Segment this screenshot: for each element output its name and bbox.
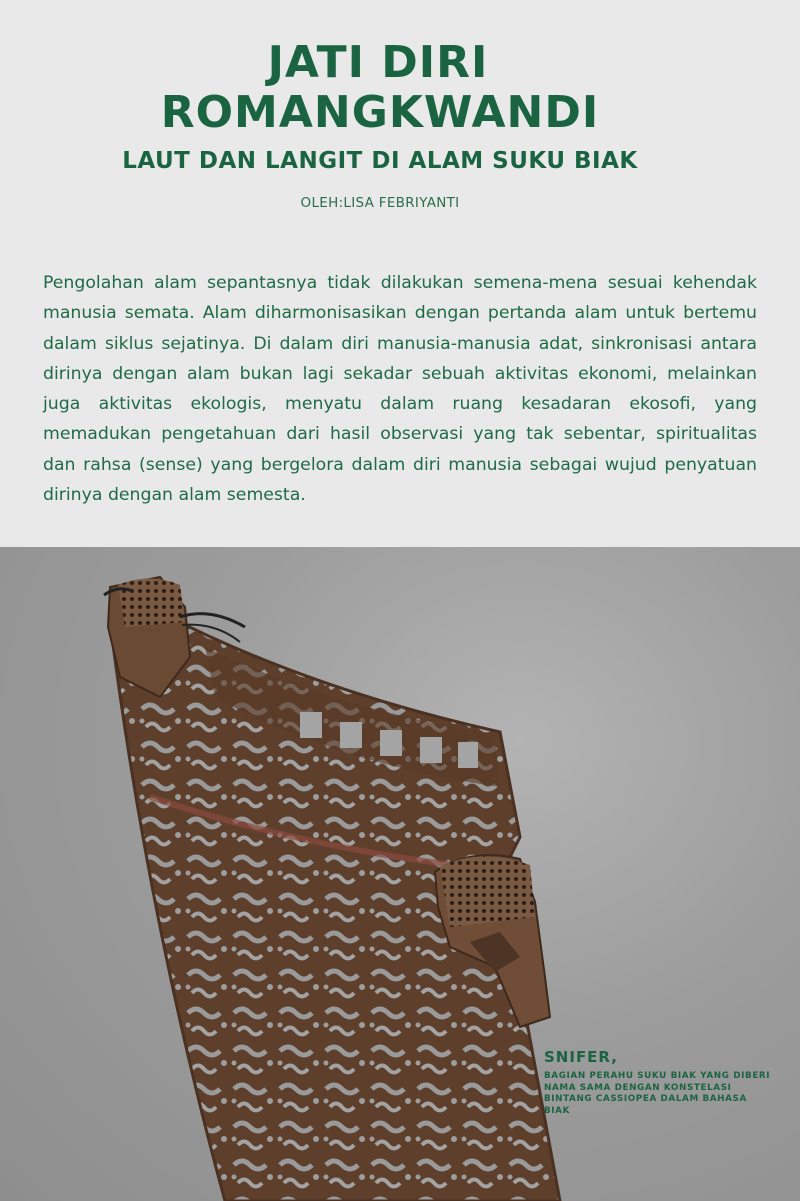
page-title-line2: ROMANGKWANDI: [160, 87, 600, 138]
author-byline: OLEH:LISA FEBRIYANTI: [300, 195, 460, 211]
page-title-line1: JATI DIRI: [267, 37, 489, 88]
photo-caption-title: SNIFER,: [544, 1048, 618, 1066]
article-body: Pengolahan alam sepantasnya tidak dilakukan semena-mena sesuai kehendak manusia semata. Alam diharmonisasikan dengan pertanda alam untuk bertemu dalam siklus sejatinya. Di dalam diri manusia-manusia adat, sinkronisasi antara dirinya dengan alam bukan lagi sekadar sebuah aktivitas ekonomi, melainkan juga aktivitas ekologis, menyatu dalam ruang kesadaran ekosofi, yang memadukan pengetahuan dari hasil observasi yang tak sebentar, spiritualitas dan rahsa (sense) yang bergelora dalam diri manusia sebagai wujud penyatuan dirinya dengan alam semesta.: [43, 273, 757, 506]
photo-caption-text: BAGIAN PERAHU SUKU BIAK YANG DIBERI NAMA SAMA DENGAN KONSTELASI BINTANG CASSIOPEA DALAM BAHASA BIAK: [544, 1071, 771, 1116]
article-header: [0, 0, 800, 547]
page-subtitle: LAUT DAN LANGIT DI ALAM SUKU BIAK: [122, 148, 638, 174]
